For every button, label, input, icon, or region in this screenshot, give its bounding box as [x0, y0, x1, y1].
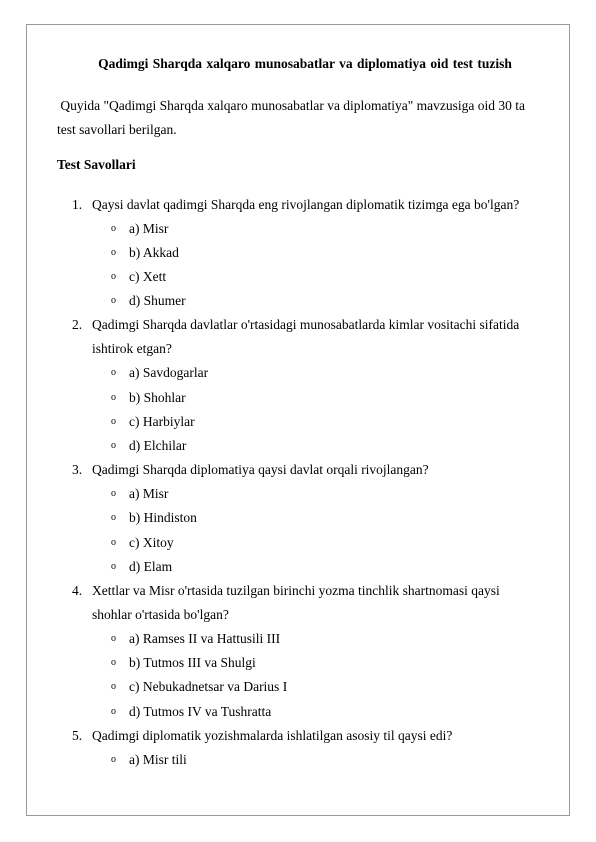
- question-text-cont: shohlar o'rtasida bo'lgan?: [92, 607, 229, 622]
- bullet-icon: o: [111, 392, 116, 403]
- option-text: c) Xitoy: [129, 535, 174, 550]
- question-1: [72, 193, 552, 217]
- option-text: d) Elam: [129, 559, 173, 574]
- question-text: Qaysi davlat qadimgi Sharqda eng rivojlangan diplomatik tizimga ega bo'lgan?: [92, 197, 520, 212]
- question-number: 3.: [72, 462, 83, 477]
- bullet-icon: o: [111, 657, 116, 668]
- bullet-icon: o: [111, 488, 116, 499]
- option-2a: [111, 365, 209, 381]
- question-number: 5.: [72, 728, 83, 743]
- bullet-icon: o: [111, 633, 116, 644]
- option-3a: [111, 486, 169, 502]
- option-1d: [111, 293, 186, 309]
- intro-paragraph: [57, 94, 557, 142]
- option-text: d) Tutmos IV va Tushratta: [129, 704, 272, 719]
- option-3c: [111, 535, 174, 551]
- bullet-icon: o: [111, 537, 116, 548]
- option-4b: [111, 655, 256, 671]
- option-2b: [111, 390, 186, 406]
- option-3b: [111, 510, 197, 526]
- question-4: [72, 579, 552, 627]
- option-2c: [111, 414, 195, 430]
- option-text: a) Misr tili: [129, 752, 187, 767]
- bullet-icon: o: [111, 681, 116, 692]
- option-text: a) Misr: [129, 221, 169, 236]
- option-text: a) Misr: [129, 486, 169, 501]
- question-text: Qadimgi Sharqda diplomatiya qaysi davlat orqali rivojlangan?: [92, 462, 429, 477]
- question-text: Qadimgi Sharqda davlatlar o'rtasidagi munosabatlarda kimlar vositachi sifatida: [92, 317, 520, 332]
- option-text: b) Tutmos III va Shulgi: [129, 655, 256, 670]
- option-4c: [111, 679, 288, 695]
- bullet-icon: o: [111, 706, 116, 717]
- option-text: b) Shohlar: [129, 390, 186, 405]
- option-text: d) Shumer: [129, 293, 186, 308]
- bullet-icon: o: [111, 367, 116, 378]
- bullet-icon: o: [111, 247, 116, 258]
- question-number: 4.: [72, 583, 83, 598]
- option-4a: [111, 631, 281, 647]
- bullet-icon: o: [111, 271, 116, 282]
- option-text: b) Akkad: [129, 245, 179, 260]
- bullet-icon: o: [111, 440, 116, 451]
- bullet-icon: o: [111, 223, 116, 234]
- question-2: [72, 313, 552, 361]
- option-text: b) Hindiston: [129, 510, 197, 525]
- option-text: d) Elchilar: [129, 438, 187, 453]
- option-text: a) Ramses II va Hattusili III: [129, 631, 281, 646]
- option-text: a) Savdogarlar: [129, 365, 209, 380]
- option-1b: [111, 245, 179, 261]
- question-3: [72, 458, 552, 482]
- section-heading: Test Savollari: [57, 157, 136, 172]
- page-border: [26, 24, 570, 816]
- option-1c: [111, 269, 167, 285]
- bullet-icon: o: [111, 295, 116, 306]
- intro-line-1: Quyida "Qadimgi Sharqda xalqaro munosabatlar va diplomatiya" mavzusiga oid 30 ta: [57, 98, 526, 113]
- question-text-cont: ishtirok etgan?: [92, 341, 172, 356]
- option-3d: [111, 559, 173, 575]
- option-5a: [111, 752, 187, 768]
- question-text: Xettlar va Misr o'rtasida tuzilgan birinchi yozma tinchlik shartnomasi qaysi: [92, 583, 500, 598]
- option-text: c) Nebukadnetsar va Darius I: [129, 679, 288, 694]
- document-title: Qadimgi Sharqda xalqaro munosabatlar va diplomatiya oid test tuzish: [98, 56, 512, 71]
- option-2d: [111, 438, 187, 454]
- bullet-icon: o: [111, 561, 116, 572]
- question-number: 1.: [72, 197, 83, 212]
- option-text: c) Xett: [129, 269, 167, 284]
- option-text: c) Harbiylar: [129, 414, 195, 429]
- bullet-icon: o: [111, 416, 116, 427]
- question-text: Qadimgi diplomatik yozishmalarda ishlatilgan asosiy til qaysi edi?: [92, 728, 453, 743]
- bullet-icon: o: [111, 754, 116, 765]
- intro-line-2: test savollari berilgan.: [57, 122, 177, 137]
- bullet-icon: o: [111, 512, 116, 523]
- option-4d: [111, 704, 272, 720]
- question-5: [72, 724, 552, 748]
- option-1a: [111, 221, 169, 237]
- question-number: 2.: [72, 317, 83, 332]
